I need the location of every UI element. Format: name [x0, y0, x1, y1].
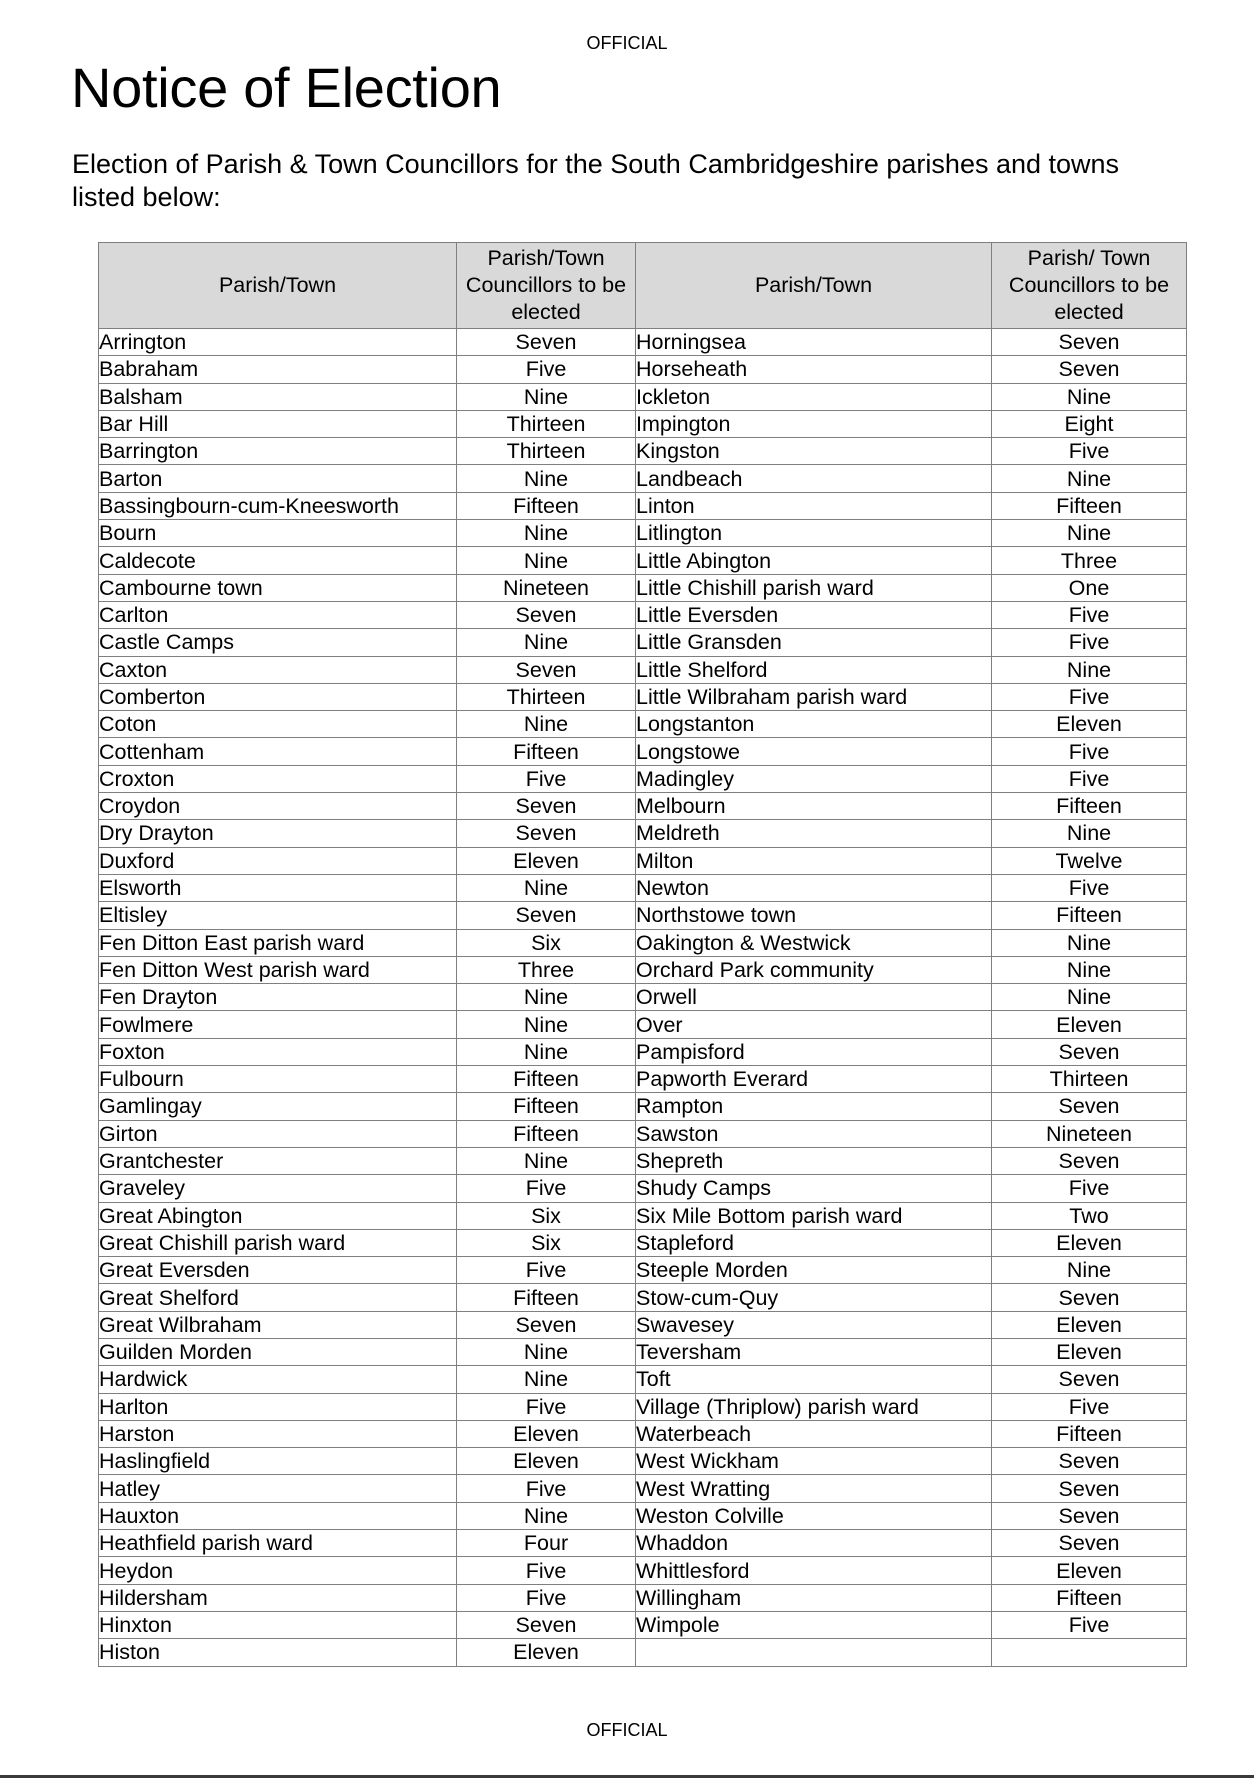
table-row: [99, 1475, 1187, 1502]
councillor-count-cell: Seven: [992, 1448, 1187, 1475]
councillor-count-cell: Eleven: [457, 1639, 636, 1666]
councillor-count-cell: Seven: [457, 793, 636, 820]
parish-name-cell: Little Wilbraham parish ward: [636, 683, 992, 710]
parish-name-cell: Histon: [99, 1639, 457, 1666]
table-row: [99, 1448, 1187, 1475]
table-row: [99, 1338, 1187, 1365]
parish-name-cell: Foxton: [99, 1038, 457, 1065]
parish-name-cell: Cottenham: [99, 738, 457, 765]
parish-name-cell: Village (Thriplow) parish ward: [636, 1393, 992, 1420]
table-header-row: [99, 243, 1187, 329]
parish-name-cell: Willingham: [636, 1584, 992, 1611]
table-row: [99, 410, 1187, 437]
councillor-count-cell: Nine: [457, 1011, 636, 1038]
councillor-count-cell: Eleven: [992, 1229, 1187, 1256]
councillor-count-cell: Seven: [992, 1530, 1187, 1557]
parish-name-cell: West Wickham: [636, 1448, 992, 1475]
parish-name-cell: Sawston: [636, 1120, 992, 1147]
parish-name-cell: Bar Hill: [99, 410, 457, 437]
parish-name-cell: Balsham: [99, 383, 457, 410]
parish-name-cell: Bourn: [99, 520, 457, 547]
parish-name-cell: Longstanton: [636, 711, 992, 738]
table-row: [99, 1639, 1187, 1666]
parish-name-cell: Hildersham: [99, 1584, 457, 1611]
parish-name-cell: Great Wilbraham: [99, 1311, 457, 1338]
parish-name-cell: Teversham: [636, 1338, 992, 1365]
councillor-count-cell: Fifteen: [457, 738, 636, 765]
table-row: [99, 1093, 1187, 1120]
parish-name-cell: Newton: [636, 874, 992, 901]
parish-name-cell: Whittlesford: [636, 1557, 992, 1584]
table-row: [99, 601, 1187, 628]
parish-name-cell: Haslingfield: [99, 1448, 457, 1475]
parish-name-cell: Gamlingay: [99, 1093, 457, 1120]
parish-name-cell: Kingston: [636, 438, 992, 465]
parish-name-cell: Dry Drayton: [99, 820, 457, 847]
councillor-count-cell: Four: [457, 1530, 636, 1557]
parish-name-cell: Northstowe town: [636, 902, 992, 929]
councillor-count-cell: Seven: [992, 1147, 1187, 1174]
empty-cell: [992, 1639, 1187, 1666]
header-councillors-right: Parish/ Town Councillors to be elected: [992, 243, 1187, 329]
parish-name-cell: Great Eversden: [99, 1257, 457, 1284]
councillor-count-cell: Seven: [457, 329, 636, 356]
parish-name-cell: Barrington: [99, 438, 457, 465]
councillor-count-cell: Fifteen: [992, 492, 1187, 519]
parish-name-cell: Pampisford: [636, 1038, 992, 1065]
councillor-count-cell: Eleven: [992, 711, 1187, 738]
table-row: [99, 1202, 1187, 1229]
councillor-count-cell: Five: [992, 1611, 1187, 1638]
parish-name-cell: Fulbourn: [99, 1066, 457, 1093]
councillor-count-cell: Eleven: [992, 1311, 1187, 1338]
councillor-count-cell: Nineteen: [992, 1120, 1187, 1147]
councillor-count-cell: Nine: [457, 874, 636, 901]
page-subtitle: Election of Parish & Town Councillors for the South Cambridgeshire parishes and towns listed below:: [72, 149, 1120, 212]
parish-name-cell: Swavesey: [636, 1311, 992, 1338]
table-row: [99, 1530, 1187, 1557]
councillor-count-cell: Seven: [992, 1475, 1187, 1502]
parish-name-cell: Impington: [636, 410, 992, 437]
parish-name-cell: Steeple Morden: [636, 1257, 992, 1284]
councillor-count-cell: Five: [992, 683, 1187, 710]
parish-name-cell: Wimpole: [636, 1611, 992, 1638]
parish-name-cell: West Wratting: [636, 1475, 992, 1502]
table-row: [99, 1175, 1187, 1202]
councillor-count-cell: Nine: [457, 629, 636, 656]
councillor-count-cell: Seven: [457, 1311, 636, 1338]
parish-name-cell: Melbourn: [636, 793, 992, 820]
protective-marking-top: OFFICIAL: [586, 33, 668, 53]
councillor-count-cell: Five: [457, 765, 636, 792]
table-row: [99, 956, 1187, 983]
parish-name-cell: Hardwick: [99, 1366, 457, 1393]
councillor-count-cell: Seven: [992, 329, 1187, 356]
parish-name-cell: Caldecote: [99, 547, 457, 574]
councillor-count-cell: Five: [457, 1257, 636, 1284]
table-row: [99, 984, 1187, 1011]
table-row: [99, 1229, 1187, 1256]
parish-name-cell: Orchard Park community: [636, 956, 992, 983]
councillor-count-cell: Eight: [992, 410, 1187, 437]
parish-name-cell: Castle Camps: [99, 629, 457, 656]
parish-name-cell: Great Abington: [99, 1202, 457, 1229]
councillor-count-cell: Nine: [992, 1257, 1187, 1284]
councillor-count-cell: Nine: [457, 1147, 636, 1174]
table-row: [99, 1011, 1187, 1038]
parish-name-cell: Stow-cum-Quy: [636, 1284, 992, 1311]
councillor-count-cell: Five: [457, 1557, 636, 1584]
page-title: Notice of Election: [71, 56, 502, 119]
councillor-count-cell: Seven: [992, 1284, 1187, 1311]
parish-name-cell: Litlington: [636, 520, 992, 547]
parish-name-cell: Babraham: [99, 356, 457, 383]
parish-name-cell: Little Shelford: [636, 656, 992, 683]
councillor-count-cell: Five: [992, 601, 1187, 628]
table-row: [99, 656, 1187, 683]
councillor-count-cell: Fifteen: [457, 1120, 636, 1147]
parish-name-cell: Papworth Everard: [636, 1066, 992, 1093]
table-row: [99, 711, 1187, 738]
councillor-count-cell: Nine: [457, 465, 636, 492]
parish-name-cell: Hinxton: [99, 1611, 457, 1638]
councillor-count-cell: Five: [992, 874, 1187, 901]
parish-name-cell: Arrington: [99, 329, 457, 356]
parish-name-cell: Great Shelford: [99, 1284, 457, 1311]
councillor-count-cell: Five: [992, 1175, 1187, 1202]
empty-cell: [636, 1639, 992, 1666]
parish-name-cell: Weston Colville: [636, 1502, 992, 1529]
parish-name-cell: Carlton: [99, 601, 457, 628]
councillor-count-cell: Fifteen: [457, 1093, 636, 1120]
table-row: [99, 1284, 1187, 1311]
councillor-count-cell: Nine: [457, 383, 636, 410]
table-row: [99, 383, 1187, 410]
parish-name-cell: Hatley: [99, 1475, 457, 1502]
parish-name-cell: Heathfield parish ward: [99, 1530, 457, 1557]
table-row: [99, 1502, 1187, 1529]
councillor-count-cell: Thirteen: [457, 410, 636, 437]
councillor-count-cell: Seven: [457, 656, 636, 683]
parish-name-cell: Fen Ditton East parish ward: [99, 929, 457, 956]
table-row: [99, 847, 1187, 874]
councillor-count-cell: Twelve: [992, 847, 1187, 874]
councillor-count-cell: Nine: [457, 1038, 636, 1065]
councillor-count-cell: Six: [457, 929, 636, 956]
councillor-count-cell: Five: [457, 1584, 636, 1611]
councillor-count-cell: Thirteen: [992, 1066, 1187, 1093]
parish-name-cell: Little Chishill parish ward: [636, 574, 992, 601]
parish-name-cell: Over: [636, 1011, 992, 1038]
parish-name-cell: Graveley: [99, 1175, 457, 1202]
parish-name-cell: Six Mile Bottom parish ward: [636, 1202, 992, 1229]
table-row: [99, 1557, 1187, 1584]
parish-name-cell: Little Gransden: [636, 629, 992, 656]
table-row: [99, 1311, 1187, 1338]
parish-name-cell: Landbeach: [636, 465, 992, 492]
councillor-count-cell: Eleven: [457, 1420, 636, 1447]
parish-name-cell: Duxford: [99, 847, 457, 874]
councillor-count-cell: Five: [992, 629, 1187, 656]
parish-name-cell: Fowlmere: [99, 1011, 457, 1038]
table-row: [99, 1611, 1187, 1638]
parish-name-cell: Meldreth: [636, 820, 992, 847]
councillor-count-cell: Nine: [992, 984, 1187, 1011]
table-row: [99, 465, 1187, 492]
parish-name-cell: Little Eversden: [636, 601, 992, 628]
councillor-count-cell: Fifteen: [992, 902, 1187, 929]
councillor-count-cell: Nine: [992, 956, 1187, 983]
parish-name-cell: Croydon: [99, 793, 457, 820]
councillor-count-cell: Six: [457, 1229, 636, 1256]
parish-name-cell: Milton: [636, 847, 992, 874]
councillor-count-cell: Thirteen: [457, 438, 636, 465]
parish-name-cell: Rampton: [636, 1093, 992, 1120]
parish-name-cell: Heydon: [99, 1557, 457, 1584]
table-row: [99, 1038, 1187, 1065]
councillor-count-cell: Fifteen: [457, 492, 636, 519]
parish-name-cell: Hauxton: [99, 1502, 457, 1529]
table-row: [99, 1120, 1187, 1147]
parish-name-cell: Guilden Morden: [99, 1338, 457, 1365]
councillor-count-cell: Fifteen: [992, 793, 1187, 820]
parish-name-cell: Elsworth: [99, 874, 457, 901]
parish-name-cell: Croxton: [99, 765, 457, 792]
header-councillors-left: Parish/Town Councillors to be elected: [457, 243, 636, 329]
parish-name-cell: Ickleton: [636, 383, 992, 410]
header-parish-town-left: Parish/Town: [99, 243, 457, 329]
table-row: [99, 793, 1187, 820]
table-row: [99, 902, 1187, 929]
councillor-count-cell: Seven: [992, 1038, 1187, 1065]
table-row: [99, 492, 1187, 519]
table-row: [99, 1257, 1187, 1284]
parish-name-cell: Grantchester: [99, 1147, 457, 1174]
parish-name-cell: Caxton: [99, 656, 457, 683]
parish-name-cell: Horseheath: [636, 356, 992, 383]
councillor-count-cell: Seven: [992, 1366, 1187, 1393]
table-row: [99, 1420, 1187, 1447]
councillor-count-cell: Seven: [992, 1502, 1187, 1529]
councillor-count-cell: Fifteen: [457, 1066, 636, 1093]
councillor-count-cell: Eleven: [992, 1557, 1187, 1584]
parish-name-cell: Comberton: [99, 683, 457, 710]
table-row: [99, 547, 1187, 574]
parish-name-cell: Bassingbourn-cum-Kneesworth: [99, 492, 457, 519]
table-row: [99, 1147, 1187, 1174]
parish-name-cell: Great Chishill parish ward: [99, 1229, 457, 1256]
parish-name-cell: Oakington & Westwick: [636, 929, 992, 956]
parish-name-cell: Harston: [99, 1420, 457, 1447]
parish-name-cell: Cambourne town: [99, 574, 457, 601]
parish-name-cell: Fen Drayton: [99, 984, 457, 1011]
parish-name-cell: Longstowe: [636, 738, 992, 765]
table-row: [99, 1066, 1187, 1093]
councillor-count-cell: Nine: [992, 465, 1187, 492]
parish-name-cell: Fen Ditton West parish ward: [99, 956, 457, 983]
parish-name-cell: Toft: [636, 1366, 992, 1393]
councillor-count-cell: Three: [457, 956, 636, 983]
parish-name-cell: Barton: [99, 465, 457, 492]
table-row: [99, 765, 1187, 792]
councillor-count-cell: Five: [992, 1393, 1187, 1420]
councillor-count-cell: Two: [992, 1202, 1187, 1229]
parish-name-cell: Waterbeach: [636, 1420, 992, 1447]
councillor-count-cell: Five: [457, 1475, 636, 1502]
parish-name-cell: Shudy Camps: [636, 1175, 992, 1202]
councillor-count-cell: Five: [457, 1175, 636, 1202]
table-row: [99, 1366, 1187, 1393]
councillor-count-cell: Fifteen: [992, 1584, 1187, 1611]
councillor-count-cell: Seven: [457, 820, 636, 847]
parish-name-cell: Orwell: [636, 984, 992, 1011]
table-body: [99, 329, 1187, 1667]
parish-name-cell: Linton: [636, 492, 992, 519]
councillor-count-cell: Fifteen: [457, 1284, 636, 1311]
table-row: [99, 929, 1187, 956]
councillor-count-cell: Nine: [457, 1502, 636, 1529]
protective-marking-bottom: OFFICIAL: [586, 1720, 668, 1740]
councillor-count-cell: Seven: [992, 356, 1187, 383]
parish-name-cell: Horningsea: [636, 329, 992, 356]
councillor-count-cell: Nine: [457, 711, 636, 738]
table-row: [99, 438, 1187, 465]
parish-name-cell: Little Abington: [636, 547, 992, 574]
table-row: [99, 329, 1187, 356]
table-row: [99, 629, 1187, 656]
table-row: [99, 574, 1187, 601]
councillor-count-cell: Five: [992, 738, 1187, 765]
councillor-count-cell: Three: [992, 547, 1187, 574]
councillor-count-cell: Nine: [457, 984, 636, 1011]
parish-name-cell: Coton: [99, 711, 457, 738]
councillor-count-cell: Eleven: [457, 1448, 636, 1475]
table-row: [99, 738, 1187, 765]
councillor-count-cell: Nine: [457, 1366, 636, 1393]
table-row: [99, 1393, 1187, 1420]
councillor-count-cell: Fifteen: [992, 1420, 1187, 1447]
councillor-count-cell: Nine: [992, 929, 1187, 956]
councillor-count-cell: Nine: [457, 520, 636, 547]
councillor-count-cell: Nine: [457, 1338, 636, 1365]
councillor-count-cell: Five: [992, 765, 1187, 792]
parish-councillors-table: [98, 242, 1187, 1667]
councillor-count-cell: Nine: [992, 520, 1187, 547]
parish-name-cell: Eltisley: [99, 902, 457, 929]
table-row: [99, 820, 1187, 847]
table-row: [99, 520, 1187, 547]
councillor-count-cell: One: [992, 574, 1187, 601]
councillor-count-cell: Seven: [457, 902, 636, 929]
councillor-count-cell: Eleven: [992, 1338, 1187, 1365]
councillor-count-cell: Eleven: [992, 1011, 1187, 1038]
table-row: [99, 1584, 1187, 1611]
councillor-count-cell: Seven: [457, 1611, 636, 1638]
councillor-count-cell: Eleven: [457, 847, 636, 874]
parish-name-cell: Shepreth: [636, 1147, 992, 1174]
councillor-count-cell: Six: [457, 1202, 636, 1229]
councillor-count-cell: Seven: [457, 601, 636, 628]
table-row: [99, 683, 1187, 710]
table-row: [99, 874, 1187, 901]
councillor-count-cell: Seven: [992, 1093, 1187, 1120]
parish-name-cell: Madingley: [636, 765, 992, 792]
header-parish-town-right: Parish/Town: [636, 243, 992, 329]
councillor-count-cell: Five: [992, 438, 1187, 465]
councillor-count-cell: Nine: [457, 547, 636, 574]
councillor-count-cell: Nine: [992, 820, 1187, 847]
parish-name-cell: Whaddon: [636, 1530, 992, 1557]
table-row: [99, 356, 1187, 383]
parish-name-cell: Stapleford: [636, 1229, 992, 1256]
councillor-count-cell: Five: [457, 356, 636, 383]
parish-name-cell: Harlton: [99, 1393, 457, 1420]
councillor-count-cell: Nine: [992, 656, 1187, 683]
councillor-count-cell: Nineteen: [457, 574, 636, 601]
councillor-count-cell: Thirteen: [457, 683, 636, 710]
councillor-count-cell: Five: [457, 1393, 636, 1420]
councillor-count-cell: Nine: [992, 383, 1187, 410]
parish-name-cell: Girton: [99, 1120, 457, 1147]
